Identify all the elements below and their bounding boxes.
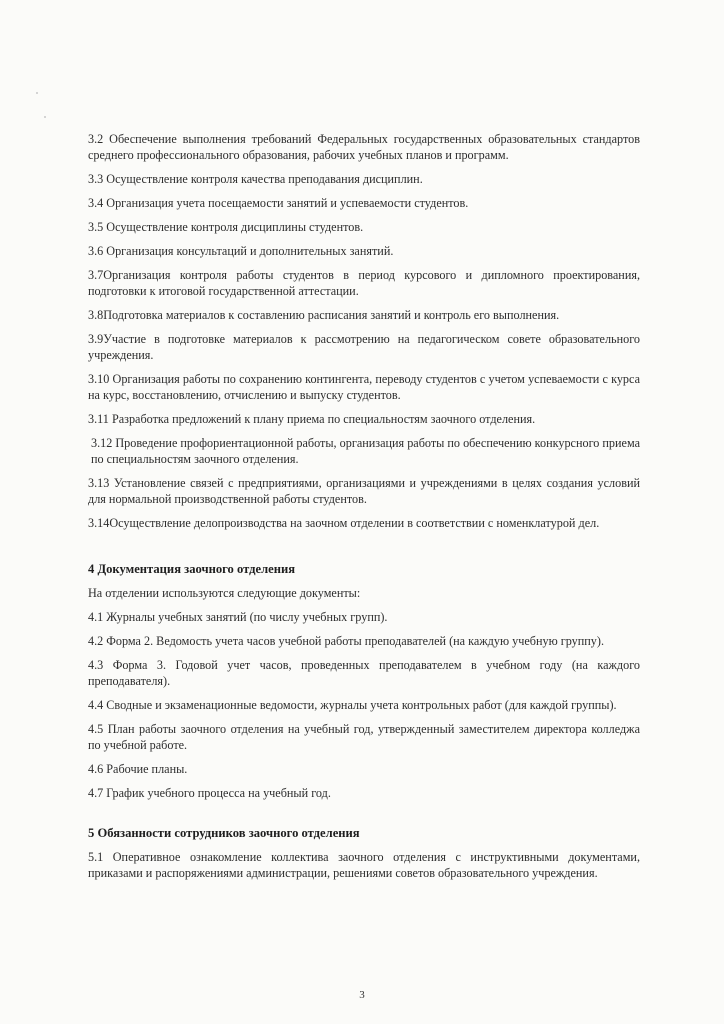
paragraph-3-13: 3.13 Установление связей с предприятиями, организациями и учреждениями в целях создания условий для нормальной производственной работы студентов. bbox=[88, 476, 640, 506]
paragraph-4-1: 4.1 Журналы учебных занятий (по числу учебных групп). bbox=[88, 610, 388, 624]
paragraph-3-7: 3.7Организация контроля работы студентов в период курсового и дипломного проектирования, подготовки к итоговой государственной аттестации. bbox=[88, 268, 640, 298]
paragraph-3-8: 3.8Подготовка материалов к составлению расписания занятий и контроль его выполнения. bbox=[88, 308, 560, 322]
paragraph-3-2: 3.2 Обеспечение выполнения требований Федеральных государственных образовательных стандартов среднего профессионального образования, рабочих учебных планов и программ. bbox=[88, 132, 640, 162]
paragraph-3-14: 3.14Осуществление делопроизводства на заочном отделении в соответствии с номенклатурой дел. bbox=[88, 516, 600, 530]
section-5-heading: 5 Обязанности сотрудников заочного отделения bbox=[88, 826, 360, 840]
section-4-heading: 4 Документация заочного отделения bbox=[88, 562, 296, 576]
paragraph-3-9: 3.9Участие в подготовке материалов к рассмотрению на педагогическом совете образовательного учреждения. bbox=[88, 332, 640, 362]
paragraph-4-2: 4.2 Форма 2. Ведомость учета часов учебной работы преподавателей (на каждую учебную группу). bbox=[88, 634, 605, 648]
paragraph-3-12: 3.12 Проведение профориентационной работы, организация работы по обеспечению конкурсного приема по специальностям заочного отделения. bbox=[91, 436, 640, 466]
paragraph-4-4: 4.4 Сводные и экзаменационные ведомости, журналы учета контрольных работ (для каждой группы). bbox=[88, 698, 617, 712]
paragraph-3-6: 3.6 Организация консультаций и дополнительных занятий. bbox=[88, 244, 394, 258]
paragraph-5-1: 5.1 Оперативное ознакомление коллектива заочного отделения с инструктивными документами, приказами и распоряжениями администрации, решениями советов образовательного учреждения. bbox=[88, 850, 640, 880]
scan-speck bbox=[44, 116, 46, 118]
page-content bbox=[88, 131, 640, 889]
paragraph-4-7: 4.7 График учебного процесса на учебный год. bbox=[88, 786, 331, 800]
section-4-intro: На отделении используются следующие документы: bbox=[88, 586, 361, 600]
scan-speck bbox=[36, 92, 38, 94]
paragraph-3-11: 3.11 Разработка предложений к плану приема по специальностям заочного отделения. bbox=[88, 412, 536, 426]
paragraph-3-4: 3.4 Организация учета посещаемости занятий и успеваемости студентов. bbox=[88, 196, 469, 210]
paragraph-3-3: 3.3 Осуществление контроля качества преподавания дисциплин. bbox=[88, 172, 423, 186]
paragraph-4-5: 4.5 План работы заочного отделения на учебный год, утвержденный заместителем директора колледжа по учебной работе. bbox=[88, 722, 640, 752]
page-number: 3 bbox=[359, 989, 365, 1001]
paragraph-4-6: 4.6 Рабочие планы. bbox=[88, 762, 188, 776]
paragraph-3-5: 3.5 Осуществление контроля дисциплины студентов. bbox=[88, 220, 364, 234]
paragraph-4-3: 4.3 Форма 3. Годовой учет часов, проведенных преподавателем в учебном году (на каждого преподавателя). bbox=[88, 658, 640, 688]
paragraph-3-10: 3.10 Организация работы по сохранению контингента, переводу студентов с учетом успеваемости с курса на курс, восстановлению, отчислению и выпуску студентов. bbox=[88, 372, 640, 402]
